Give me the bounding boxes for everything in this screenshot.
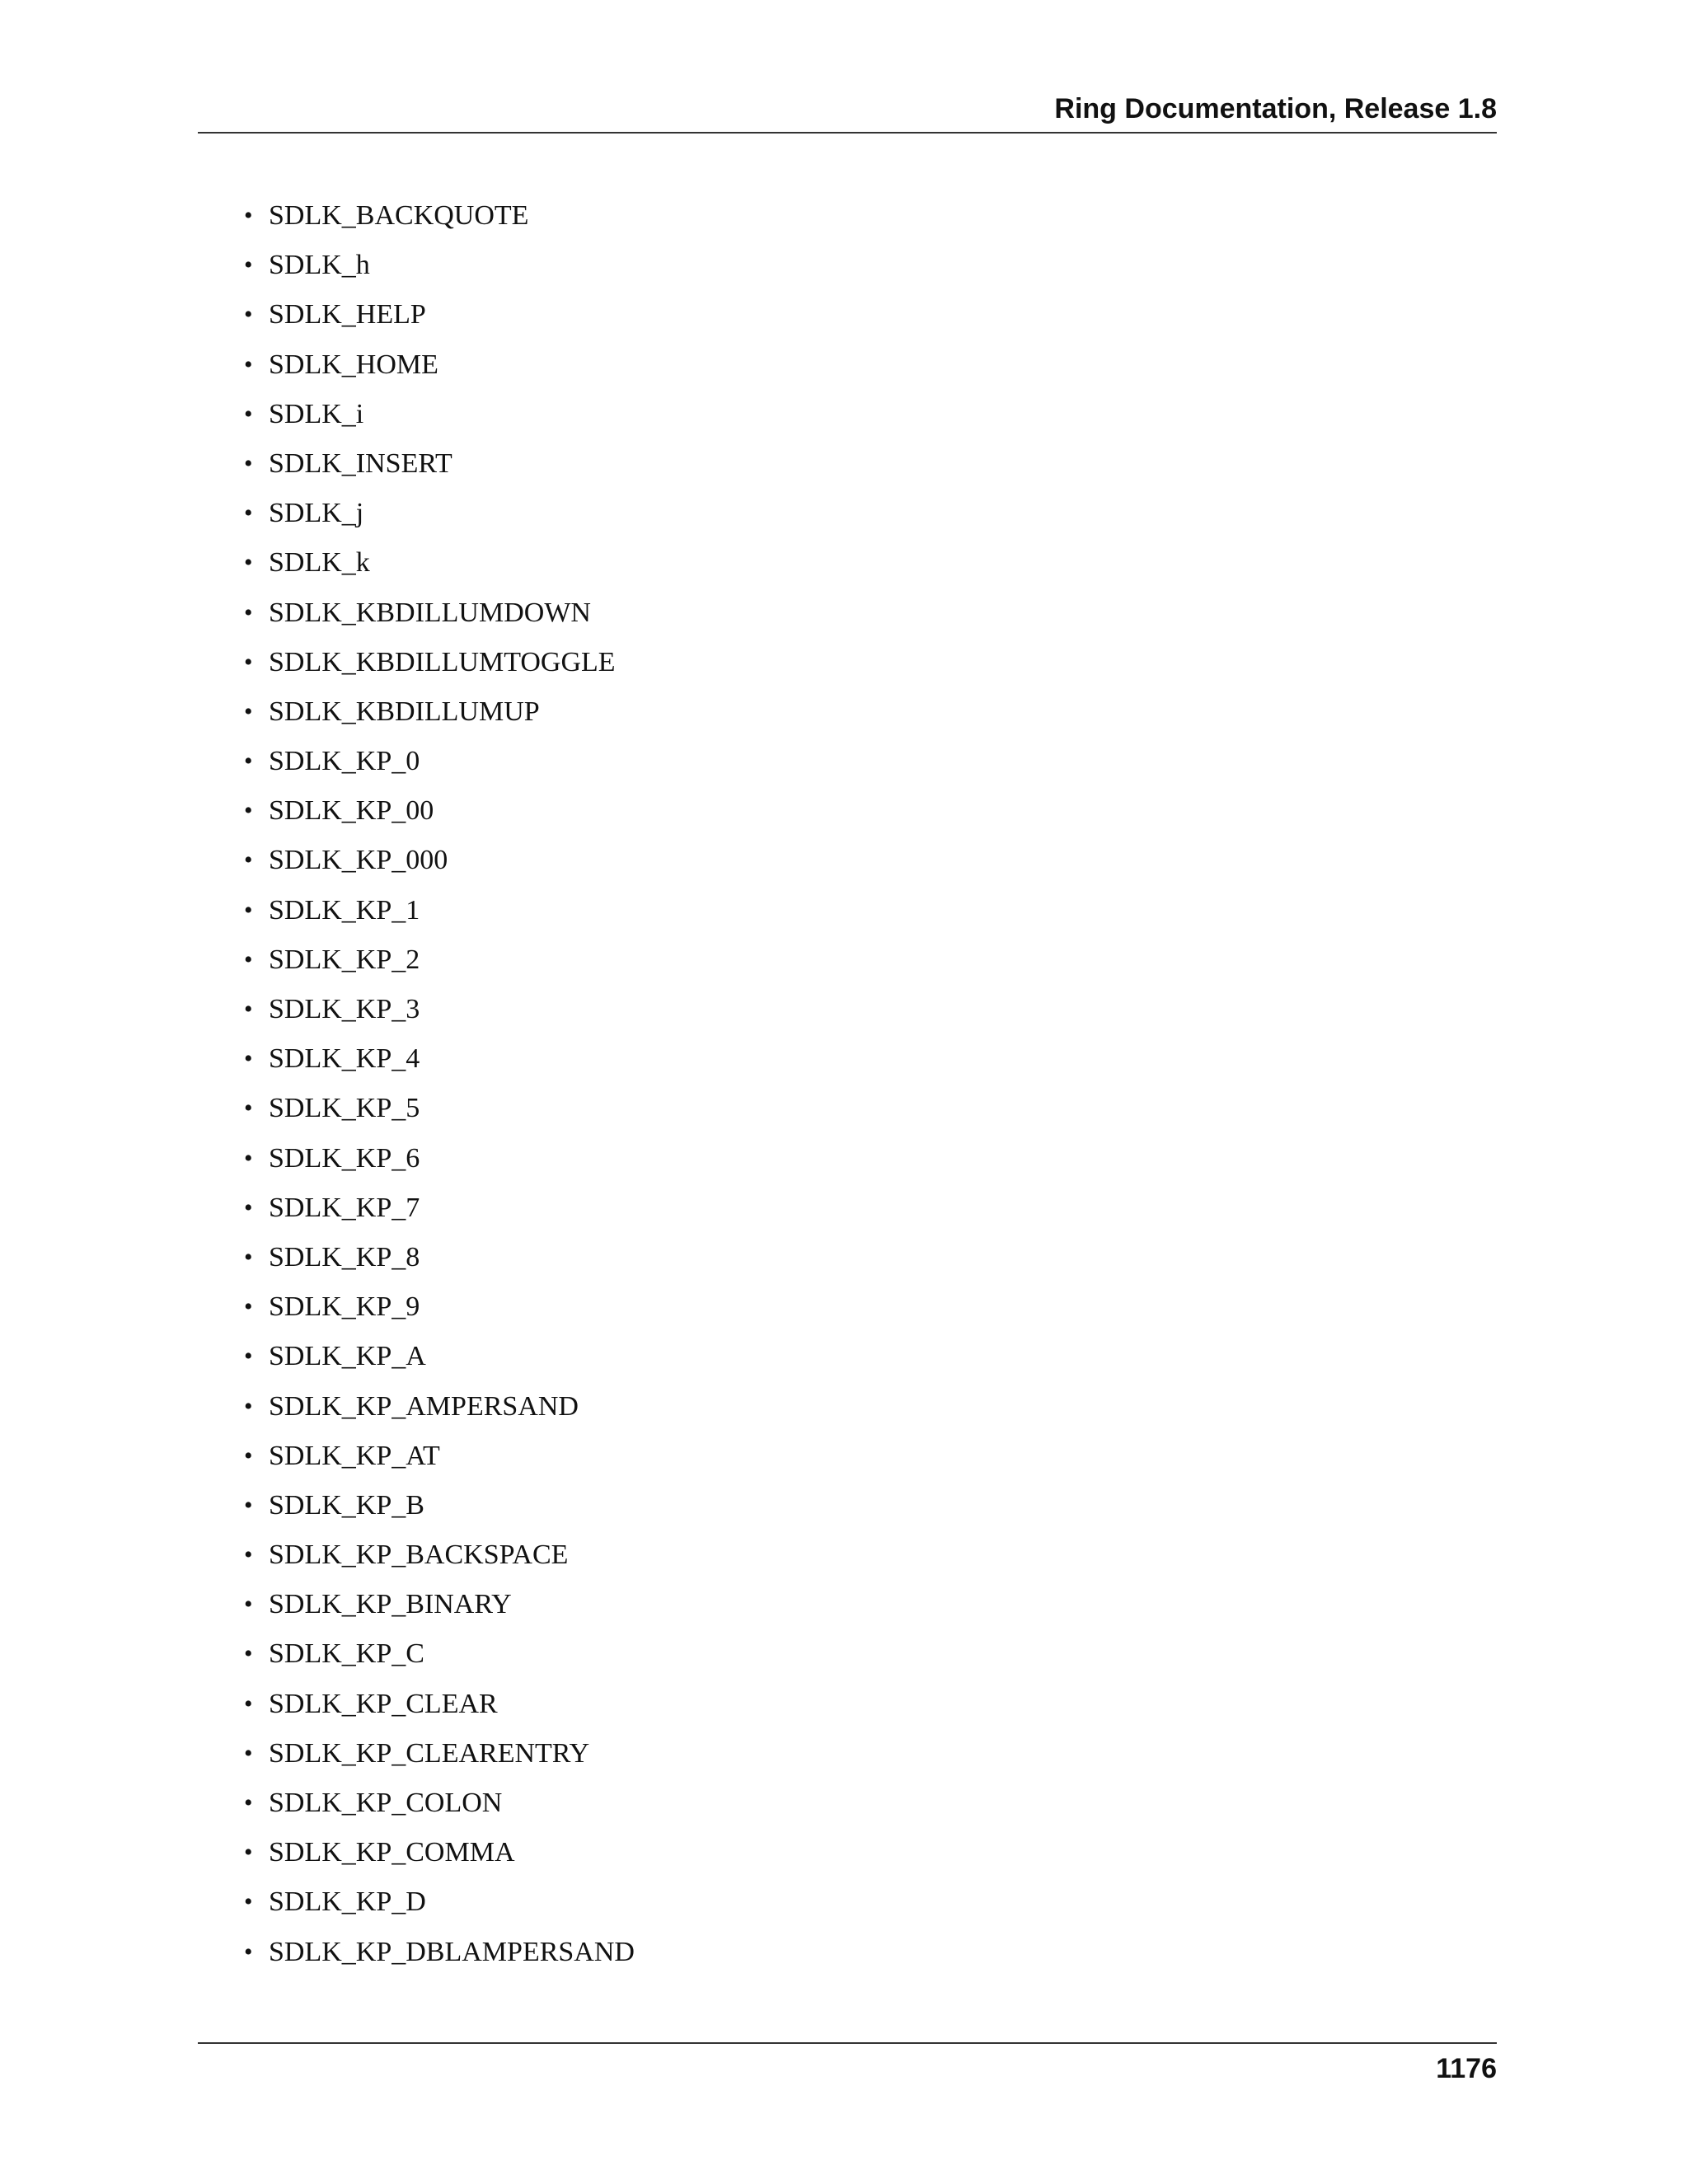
list-item-text: SDLK_i <box>269 398 364 429</box>
list-item <box>241 439 635 489</box>
list-item <box>241 390 635 439</box>
list-item <box>241 1877 635 1927</box>
list-item <box>241 489 635 538</box>
bullet-icon: • <box>244 1094 253 1122</box>
list-item <box>241 886 635 935</box>
bullet-icon: • <box>244 1690 253 1718</box>
bullet-icon: • <box>244 648 253 676</box>
list-item <box>241 538 635 588</box>
list-item <box>241 836 635 885</box>
list-item <box>241 1779 635 1828</box>
bullet-icon: • <box>244 996 253 1023</box>
list-item-text: SDLK_KP_BINARY <box>269 1589 512 1620</box>
list-item-text: SDLK_KP_COLON <box>269 1788 503 1818</box>
bullet-icon: • <box>244 449 253 477</box>
list-item <box>241 1629 635 1679</box>
list-item-text: SDLK_KP_9 <box>269 1291 420 1323</box>
bullet-icon: • <box>244 1739 253 1767</box>
list-item <box>241 1530 635 1580</box>
list-item <box>241 1233 635 1282</box>
list-item-text: SDLK_KP_3 <box>269 994 420 1024</box>
list-item-text: SDLK_KP_DBLAMPERSAND <box>269 1936 635 1967</box>
list-item-text: SDLK_KP_8 <box>269 1241 420 1272</box>
bullet-icon: • <box>244 1392 253 1420</box>
bullet-icon: • <box>244 549 253 577</box>
list-item-text: SDLK_KP_7 <box>269 1192 420 1223</box>
list-item <box>241 191 635 241</box>
bullet-icon: • <box>244 1591 253 1619</box>
list-item <box>241 1828 635 1877</box>
bullet-icon: • <box>244 846 253 874</box>
bullet-icon: • <box>244 1938 253 1966</box>
list-item-text: SDLK_KP_4 <box>269 1043 420 1075</box>
list-item <box>241 1680 635 1729</box>
bullet-icon: • <box>244 400 253 428</box>
bullet-icon: • <box>244 1789 253 1816</box>
list-item-text: SDLK_KP_A <box>269 1341 426 1372</box>
list-item <box>241 1928 635 1977</box>
list-item <box>241 786 635 836</box>
list-item <box>241 290 635 340</box>
list-item <box>241 1282 635 1332</box>
list-item-text: SDLK_BACKQUOTE <box>269 200 529 231</box>
bullet-icon: • <box>244 598 253 626</box>
list-item <box>241 1134 635 1183</box>
list-item-text: SDLK_KP_000 <box>269 845 448 876</box>
page-number: 1176 <box>1436 2053 1497 2084</box>
list-item <box>241 1432 635 1481</box>
header-title: Ring Documentation, Release 1.8 <box>1054 93 1497 124</box>
list-item <box>241 340 635 390</box>
list-item <box>241 1084 635 1133</box>
bullet-icon: • <box>244 1541 253 1569</box>
list-item <box>241 241 635 290</box>
bullet-icon: • <box>244 301 253 329</box>
bullet-icon: • <box>244 945 253 973</box>
bullet-icon: • <box>244 499 253 527</box>
bullet-icon: • <box>244 896 253 924</box>
list-item-text: SDLK_KBDILLUMUP <box>269 696 540 727</box>
bullet-icon: • <box>244 1441 253 1469</box>
list-item-text: SDLK_KP_D <box>269 1886 426 1918</box>
list-item <box>241 687 635 737</box>
bullet-icon: • <box>244 1293 253 1321</box>
bullet-icon: • <box>244 1193 253 1221</box>
list-item <box>241 737 635 786</box>
list-item <box>241 1332 635 1381</box>
list-item-text: SDLK_KP_2 <box>269 944 420 975</box>
list-item-text: SDLK_KP_C <box>269 1638 424 1670</box>
bullet-icon: • <box>244 748 253 776</box>
list-item-text: SDLK_KP_AT <box>269 1440 440 1471</box>
list-item-text: SDLK_HOME <box>269 349 438 380</box>
bullet-icon: • <box>244 797 253 825</box>
list-item-text: SDLK_KP_CLEARENTRY <box>269 1737 590 1769</box>
bullet-icon: • <box>244 1888 253 1916</box>
list-item-text: SDLK_h <box>269 250 370 281</box>
bullet-icon: • <box>244 350 253 378</box>
bullet-icon: • <box>244 251 253 279</box>
bullet-icon: • <box>244 1491 253 1519</box>
bullet-icon: • <box>244 697 253 725</box>
list-item-text: SDLK_j <box>269 498 364 529</box>
bullet-icon: • <box>244 202 253 229</box>
bullet-icon: • <box>244 1144 253 1172</box>
list-item <box>241 1580 635 1629</box>
list-item <box>241 638 635 687</box>
bullet-icon: • <box>244 1343 253 1371</box>
list-item <box>241 935 635 985</box>
list-item-text: SDLK_KP_0 <box>269 746 420 777</box>
list-item-text: SDLK_KP_B <box>269 1489 424 1521</box>
list-item <box>241 1183 635 1233</box>
list-item-text: SDLK_KP_AMPERSAND <box>269 1390 579 1422</box>
list-item-text: SDLK_KP_5 <box>269 1093 420 1124</box>
page-header <box>198 91 1497 134</box>
bullet-icon: • <box>244 1839 253 1867</box>
list-item-text: SDLK_KP_COMMA <box>269 1837 515 1868</box>
list-item <box>241 985 635 1034</box>
list-item-text: SDLK_k <box>269 547 370 579</box>
list-item-text: SDLK_KP_00 <box>269 795 434 827</box>
list-item-text: SDLK_KP_6 <box>269 1142 420 1174</box>
list-item <box>241 1481 635 1530</box>
list-item <box>241 1729 635 1779</box>
page-footer <box>198 2042 1497 2084</box>
list-item-text: SDLK_INSERT <box>269 448 452 479</box>
list-item-text: SDLK_KP_1 <box>269 894 420 926</box>
bullet-icon: • <box>244 1243 253 1271</box>
key-list <box>241 191 635 1977</box>
list-item-text: SDLK_KBDILLUMDOWN <box>269 597 591 628</box>
list-item <box>241 588 635 638</box>
list-item-text: SDLK_KP_BACKSPACE <box>269 1540 569 1571</box>
list-item-text: SDLK_KP_CLEAR <box>269 1688 498 1719</box>
list-item-text: SDLK_HELP <box>269 299 426 330</box>
list-item-text: SDLK_KBDILLUMTOGGLE <box>269 646 616 677</box>
list-item <box>241 1034 635 1084</box>
bullet-icon: • <box>244 1045 253 1073</box>
bullet-icon: • <box>244 1640 253 1668</box>
list-item <box>241 1382 635 1432</box>
